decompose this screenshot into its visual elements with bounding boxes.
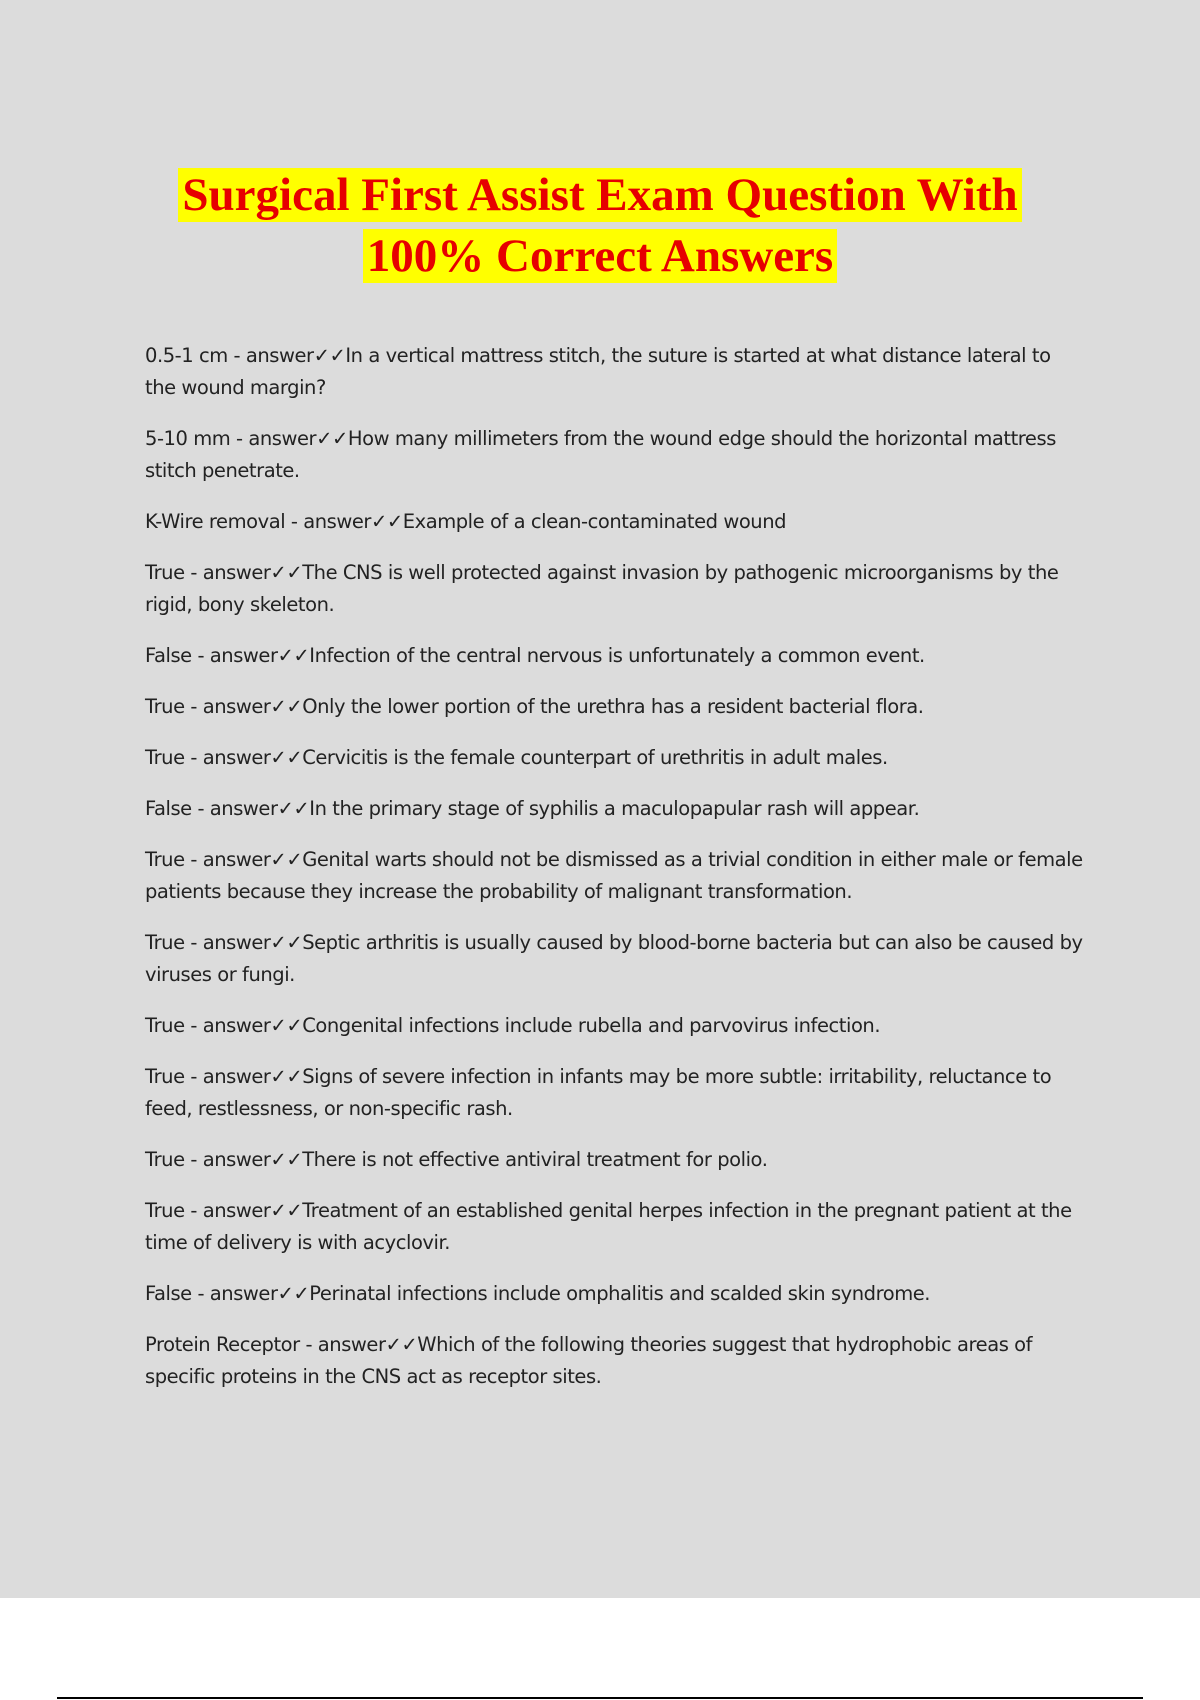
- qa-item: False - answer✓✓Infection of the central nervous is unfortunately a common event.: [145, 644, 925, 667]
- qa-item: Protein Receptor - answer✓✓Which of the following theories suggest that hydrophobic areas of specific proteins in the CNS act as receptor sites.: [145, 1333, 1033, 1388]
- question-answer-list: [145, 340, 1085, 1412]
- qa-item: True - answer✓✓There is not effective antiviral treatment for polio.: [145, 1148, 768, 1171]
- qa-item: True - answer✓✓Septic arthritis is usually caused by blood-borne bacteria but can also be caused by viruses or fungi.: [145, 931, 1083, 986]
- qa-item: True - answer✓✓Genital warts should not be dismissed as a trivial condition in either male or female patients because they increase the probability of malignant transformation.: [145, 848, 1083, 903]
- qa-item: 5-10 mm - answer✓✓How many millimeters from the wound edge should the horizontal mattress stitch penetrate.: [145, 427, 1056, 482]
- qa-item: True - answer✓✓Only the lower portion of the urethra has a resident bacterial flora.: [145, 695, 924, 718]
- title-line-2: 100% Correct Answers: [363, 229, 837, 283]
- title-line-1: Surgical First Assist Exam Question With: [178, 168, 1021, 222]
- document-title: [0, 168, 1200, 290]
- qa-item: K-Wire removal - answer✓✓Example of a clean-contaminated wound: [145, 510, 787, 533]
- qa-item: True - answer✓✓Signs of severe infection in infants may be more subtle: irritability, reluctance to feed, restlessness, or non-specific rash.: [145, 1065, 1052, 1120]
- qa-item: True - answer✓✓Congenital infections include rubella and parvovirus infection.: [145, 1014, 881, 1037]
- qa-item: False - answer✓✓In the primary stage of syphilis a maculopapular rash will appear.: [145, 797, 920, 820]
- qa-item: False - answer✓✓Perinatal infections include omphalitis and scalded skin syndrome.: [145, 1282, 931, 1305]
- qa-item: True - answer✓✓Treatment of an established genital herpes infection in the pregnant patient at the time of delivery is with acyclovir.: [145, 1199, 1072, 1254]
- qa-item: 0.5-1 cm - answer✓✓In a vertical mattress stitch, the suture is started at what distance lateral to the wound margin?: [145, 344, 1051, 399]
- qa-item: True - answer✓✓The CNS is well protected against invasion by pathogenic microorganisms by the rigid, bony skeleton.: [145, 561, 1059, 616]
- qa-item: True - answer✓✓Cervicitis is the female counterpart of urethritis in adult males.: [145, 746, 888, 769]
- page-divider: [57, 1697, 1143, 1699]
